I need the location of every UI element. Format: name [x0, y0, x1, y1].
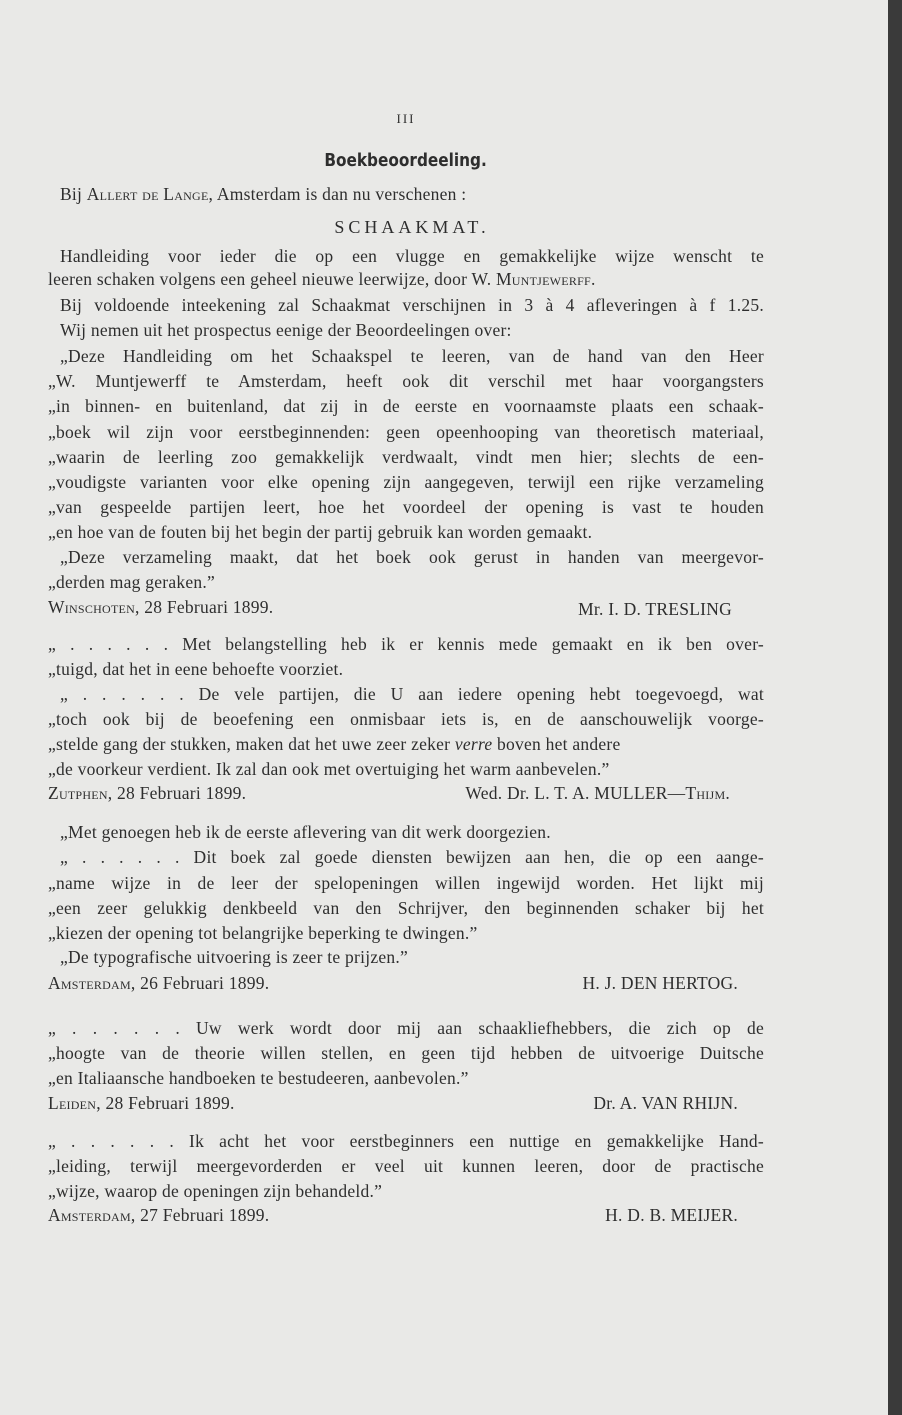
review5-line: „leiding, terwijl meergevorderden er veel uit kunnen leeren, door de practische: [48, 1156, 764, 1176]
review2-line: „tuigd, dat het in eene behoefte voorziet.: [48, 659, 344, 679]
review4-line: „ . . . . . . Uw werk wordt door mij aan schaakliefhebbers, die zich op de: [48, 1018, 764, 1038]
page-heading-wrap: [48, 149, 764, 172]
review5-line: „ . . . . . . Ik acht het voor eerstbeginners een nuttige en gemakkelijke Hand-: [48, 1131, 764, 1151]
paragraph1-line1: Handleiding voor ieder die op een vlugge en gemakkelijke wijze wenscht te: [60, 246, 764, 266]
review1-line: „voudigste varianten voor elke opening zijn aangegeven, terwijl een rijke verzameling: [48, 472, 764, 492]
review1-place-date: [48, 596, 273, 618]
review4-place: Leiden: [48, 1093, 97, 1113]
paragraph3: Wij nemen uit het prospectus eenige der Beoordeelingen over:: [60, 320, 512, 340]
review5-signer: H. D. B. MEIJER.: [605, 1205, 738, 1225]
review2-date: , 28 Februari 1899.: [107, 783, 247, 803]
paragraph2: Bij voldoende inteekening zal Schaakmat verschijnen in 3 à 4 afleveringen à f 1.25.: [60, 295, 764, 315]
review2-line5-text: „stelde gang der stukken, maken dat het uwe zeer zeker: [48, 734, 451, 754]
review2-line: „de voorkeur verdient. Ik zal dan ook met overtuiging het warm aanbevelen.”: [48, 759, 610, 779]
review3-place: Amsterdam: [48, 973, 131, 993]
review1-line: „waarin de leerling zoo gemakkelijk verdwaalt, vindt men hier; slechts de een-: [48, 447, 764, 467]
review3-place-date: [48, 972, 269, 994]
intro-line: [60, 183, 776, 205]
review3-line: „kiezen der opening tot belangrijke beperking te dwingen.”: [48, 923, 478, 943]
review1-line: „derden mag geraken.”: [48, 572, 216, 592]
review2-line: „ . . . . . . De vele partijen, die U aan iedere opening hebt toegevoegd, wat: [60, 684, 764, 704]
review2-line5: [48, 733, 764, 755]
paragraph1-line2-suffix: .: [590, 269, 596, 289]
review2-line5-suffix: boven het andere: [492, 734, 621, 754]
paragraph1-line2: [48, 268, 764, 290]
review4-line: „en Italiaansche handboeken te bestudeeren, aanbevolen.”: [48, 1068, 469, 1088]
review1-signer: Mr. I. D. TRESLING: [578, 599, 732, 619]
review5-place-date: [48, 1204, 269, 1226]
review1-date: , 28 Februari 1899.: [135, 597, 274, 617]
review5-place: Amsterdam: [48, 1205, 131, 1225]
review4-line: „hoogte van de theorie willen stellen, en geen tijd hebben de uitvoerige Duitsche: [48, 1043, 764, 1063]
review1-line: „Deze verzameling maakt, dat het boek ook gerust in handen van meergevor-: [60, 547, 764, 567]
review3-line: „Met genoegen heb ik de eerste aflevering van dit werk doorgezien.: [60, 822, 551, 842]
review1-line: „W. Muntjewerff te Amsterdam, heeft ook dit verschil met haar voorgangsters: [48, 371, 764, 391]
review2-italic-word: verre: [454, 734, 493, 754]
review3-line: „De typografische uitvoering is zeer te prijzen.”: [60, 947, 409, 967]
publisher-name: Allert de Lange: [86, 184, 209, 204]
paragraph1-line2-prefix: leeren schaken volgens een geheel nieuwe leerwijze, door W.: [48, 269, 496, 289]
review1-line: „boek wil zijn voor eerstbeginnenden: geen opeenhooping van theoretisch materiaal,: [48, 422, 764, 442]
review1-line: „en hoe van de fouten bij het begin der partij gebruik kan worden gemaakt.: [48, 522, 593, 542]
review3-line: „name wijze in de leer der spelopeningen willen ingewijd worden. Het lijkt mij: [48, 873, 764, 893]
review2-signer: [465, 782, 730, 804]
review1-place: Winschoten: [48, 597, 136, 617]
intro-prefix: Bij: [60, 184, 87, 204]
review4-signer: Dr. A. VAN RHIJN.: [593, 1093, 738, 1113]
review2-place: Zutphen: [48, 783, 108, 803]
author-name: Muntjewerff: [495, 269, 591, 289]
review3-date: , 26 Februari 1899.: [130, 973, 270, 993]
review1-line: „Deze Handleiding om het Schaakspel te leeren, van de hand van den Heer: [60, 346, 764, 366]
review3-line: „een zeer gelukkig denkbeeld van den Schrijver, den beginnenden schaker bij het: [48, 898, 764, 918]
review5-date: , 27 Februari 1899.: [130, 1205, 270, 1225]
review2-line: „ . . . . . . Met belangstelling heb ik er kennis mede gemaakt en ik ben over-: [48, 634, 764, 654]
intro-suffix: , Amsterdam is dan nu verschenen :: [208, 184, 467, 204]
review2-place-date: [48, 782, 246, 804]
review1-line: „van gespeelde partijen leert, hoe het voordeel der opening is vast te houden: [48, 497, 764, 517]
folio-number: III: [396, 111, 416, 126]
review4-date: , 28 Februari 1899.: [96, 1093, 235, 1113]
review2-line: „toch ook bij de beoefening een onmisbaar iets is, en de aanschouwelijk voorge-: [48, 709, 764, 729]
review1-line: „in binnen- en buitenland, dat zij in de eerste en voornaamste plaats een schaak-: [48, 396, 764, 416]
page-edge: [888, 0, 902, 1415]
review5-line: „wijze, waarop de openingen zijn behandeld.”: [48, 1181, 383, 1201]
review2-signer-prefix: Wed. Dr. L. T. A. MULLER—: [465, 783, 686, 803]
page-heading: Boekbeoordeeling.: [324, 150, 488, 171]
review4-place-date: [48, 1092, 235, 1114]
review3-line: „ . . . . . . Dit boek zal goede diensten bewijzen aan hen, die op een aange-: [60, 847, 764, 867]
book-title: SCHAAKMAT.: [334, 217, 490, 237]
review2-signer-suffix: Thijm.: [685, 783, 730, 803]
review3-signer: H. J. DEN HERTOG.: [582, 973, 738, 993]
